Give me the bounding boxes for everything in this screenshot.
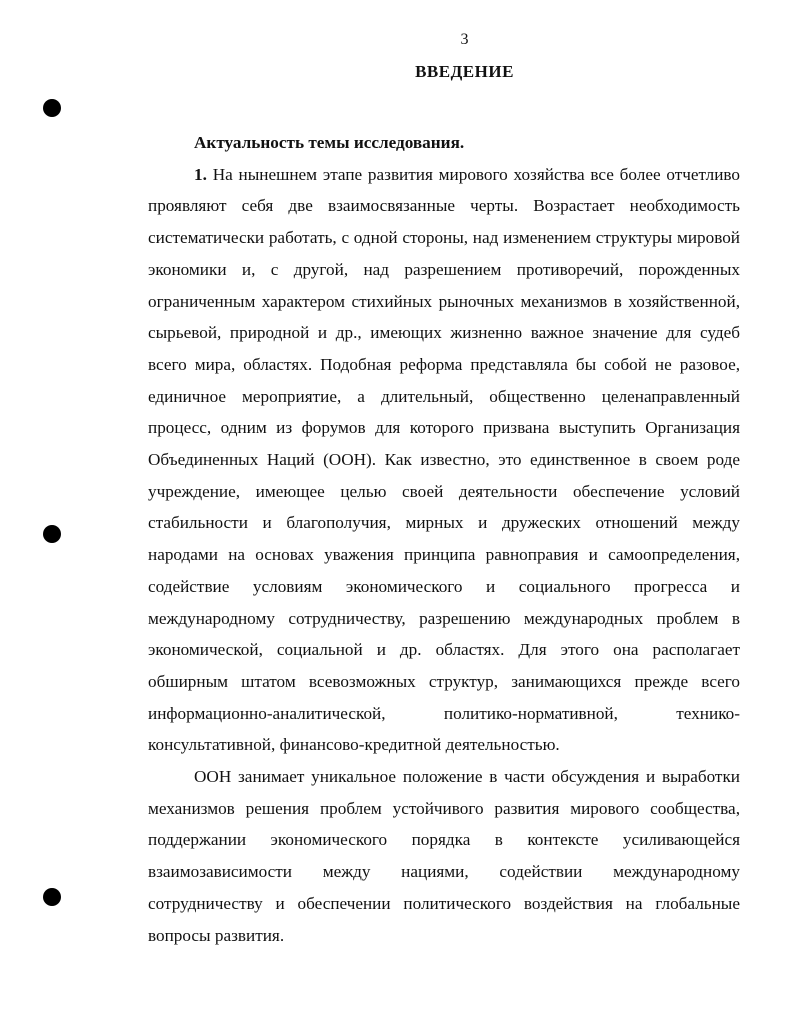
punch-hole-top xyxy=(43,99,61,117)
section-heading: Актуальность темы исследования. xyxy=(194,133,465,152)
page-title: ВВЕДЕНИЕ xyxy=(415,62,514,81)
paragraph-2-text: ООН занимает уникальное положение в части обсуждения и выработки механизмов решения проблем устойчивого развития мирового сообщества, поддержании экономического порядка в контексте усиливающейся взаимозависимости между нациями, содействии международному сотрудничеству и обеспечении политического воздействия на глобальные вопросы развития. xyxy=(148,767,740,945)
punch-hole-middle xyxy=(43,525,61,543)
paragraph-1 xyxy=(148,159,740,761)
page-number: 3 xyxy=(460,31,469,48)
paragraph-2 xyxy=(148,761,740,951)
paragraph-number: 1. xyxy=(194,164,207,184)
punch-hole-bottom xyxy=(43,888,61,906)
body-text xyxy=(148,127,740,951)
paragraph-1-text: На нынешнем этапе развития мирового хозяйства все более отчетливо проявляют себя две взаимосвязанные черты. Возрастает необходимость систематически работать, с одной стороны, над изменением структуры мировой экономики и, с другой, над разрешением противоречий, порожденных ограниченным характером стихийных рыночных механизмов в хозяйственной, сырьевой, природной и др., имеющих жизненно важное значение для судеб всего мира, областях. Подобная реформа представляла бы собой не разовое, единичное мероприятие, а длительный, общественно целенаправленный процесс, одним из форумов для которого призвана выступить Организация Объединенных Наций (ООН). Как известно, это единственное в своем роде учреждение, имеющее целью своей деятельности обеспечение условий стабильности и благополучия, мирных и дружеских отношений между народами на основах уважения принципа равноправия и самоопределения, содействие условиям экономического и социального прогресса и международному сотрудничеству, разрешению международных проблем в экономической, социальной и др. областях. Для этого она располагает обширным штатом всевозможных структур, занимающихся прежде всего информационно-аналитической, политико-нормативной, технико-консультативной, финансово-кредитной деятельностью. xyxy=(148,164,741,755)
